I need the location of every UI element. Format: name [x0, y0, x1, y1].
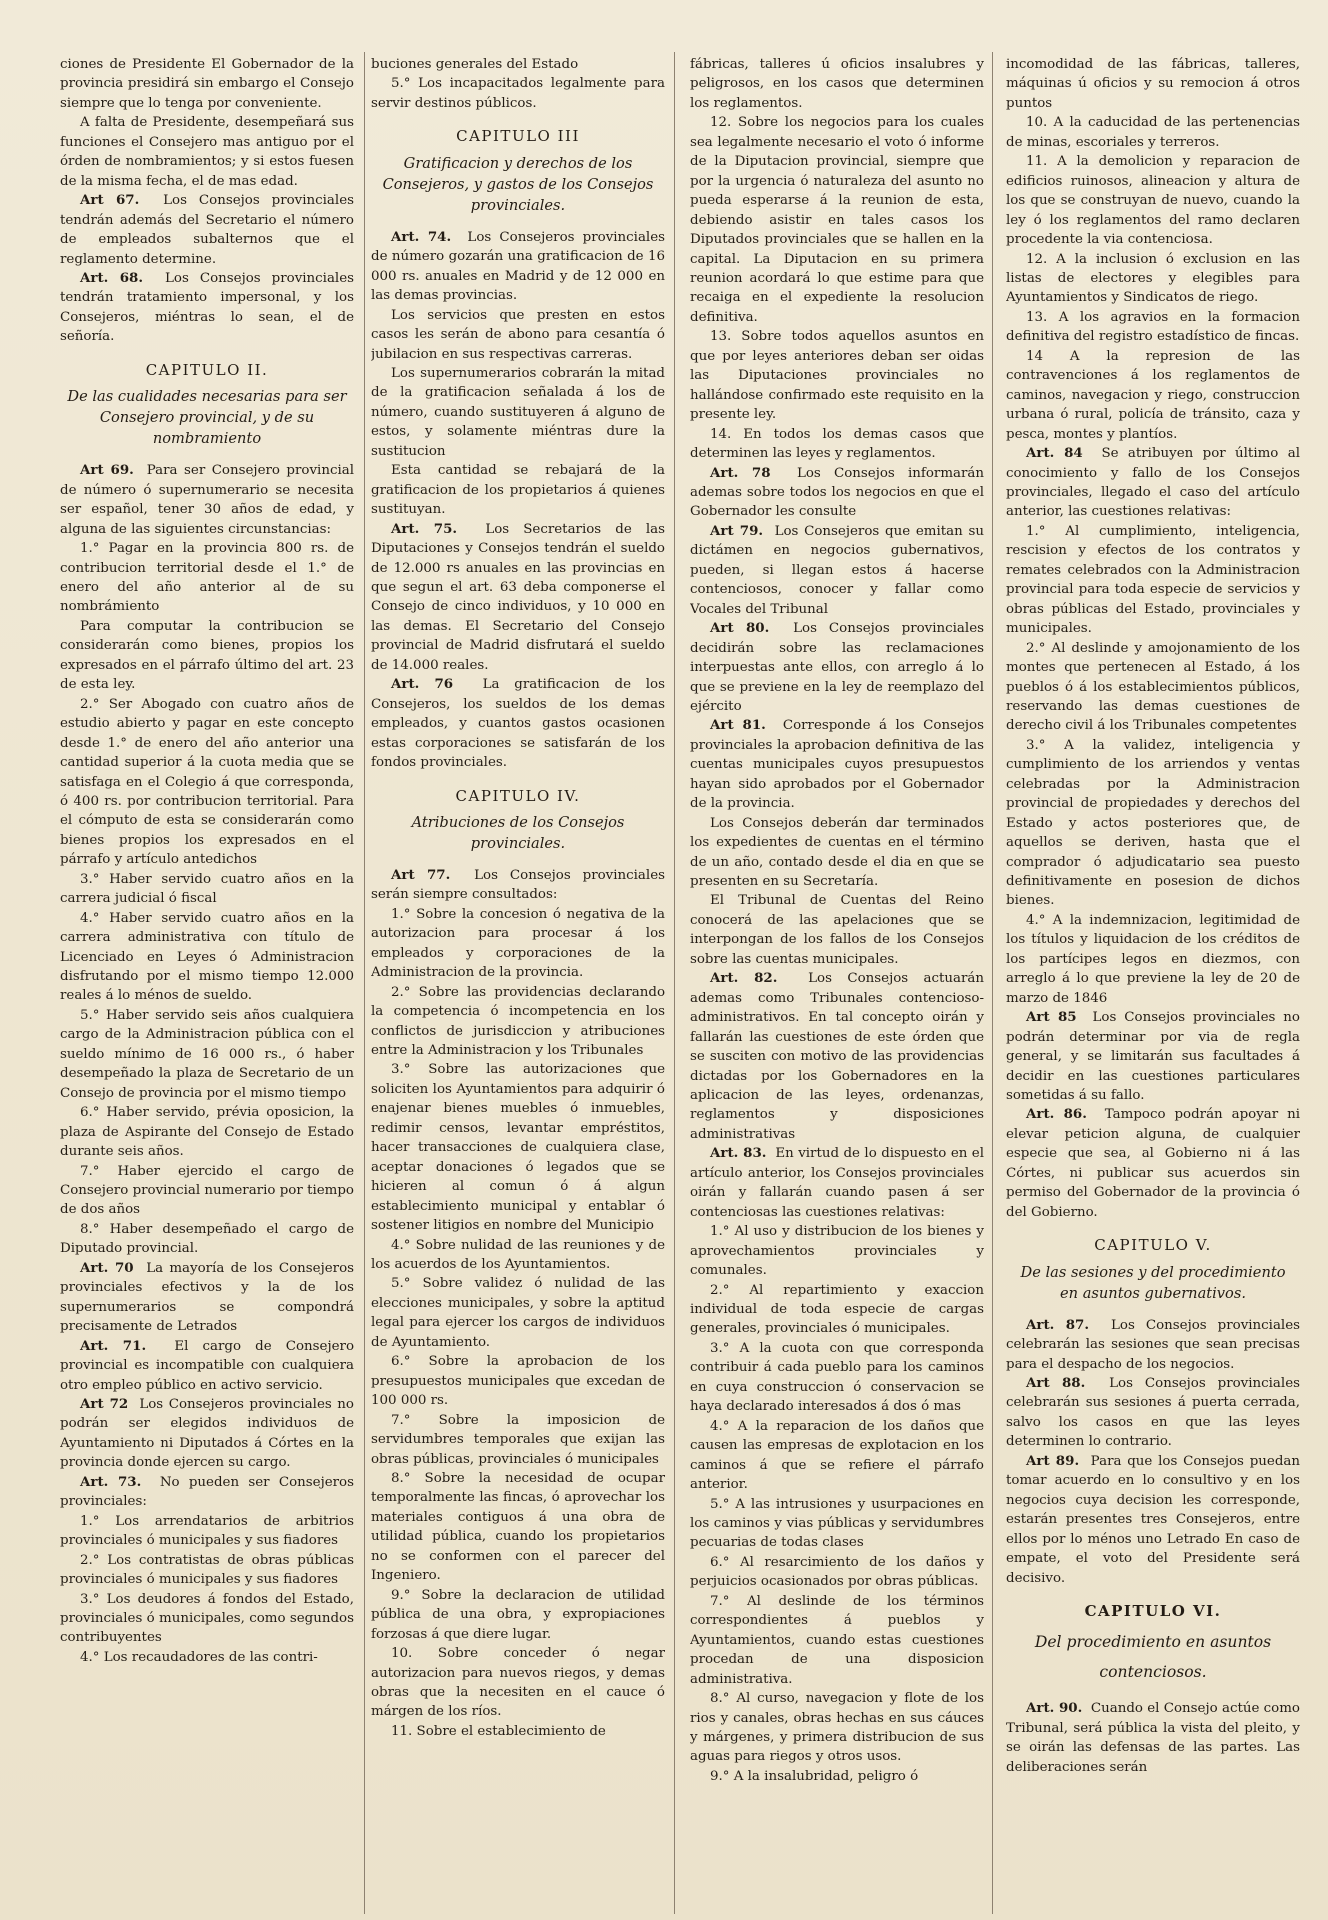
paragraph-text: Los Consejeros provinciales de número gozarán una gratificacion de 16 000 rs. anuales en Madrid y de 12 000 en las demas provincias. [371, 229, 665, 304]
paragraph: 5.° Haber servido seis años cualquiera cargo de la Administracion pública con el sueldo mínimo de 16 000 rs., ó haber desempeñado la plaza de Secretario de un Consejo de provincia por el mismo tiempo [60, 1007, 354, 1101]
paragraph: 3.° A la cuota con que corresponda contribuir á cada pueblo para los caminos en cuya construccion ó conservacion se haya declarado interesados á dos ó mas [690, 1340, 984, 1415]
paragraph: 6.° Sobre la aprobacion de los presupuestos municipales que excedan de 100 000 rs. [371, 1354, 665, 1409]
article-number: Art. 78 [710, 464, 771, 481]
paragraph: 14. En todos los demas casos que determinen las leyes y reglamentos. [690, 426, 984, 462]
text-column-1 [60, 55, 354, 1915]
paragraph-text: Los Consejos actuarán ademas como Tribunales contencioso-administrativos. En tal concepto oirán y fallarán las cuestiones de este órden que se susciten con motivo de las providencias dictadas por los Gobernadores en la aplicacion de las leyes, ordenanzas, reglamentos y disposiciones administrativas [690, 971, 984, 1142]
paragraph [1006, 1105, 1300, 1222]
paragraph: incomodidad de las fábricas, talleres, máquinas ú oficios y su remocion á otros puntos [1006, 57, 1300, 111]
article-number: Art 89. [1026, 1452, 1080, 1469]
spacer [771, 466, 797, 481]
paragraph [690, 716, 984, 813]
article-number: Art 81. [710, 717, 766, 734]
paragraph [690, 464, 984, 522]
paragraph: 2.° Ser Abogado con cuatro años de estudio abierto y pagar en este concepto desde 1.° de enero del año anterior una cantidad superior á la cuota media que se satisfaga en el Colegio á que corresponda, ó 400 rs. por contribucion territorial. Para el cómputo de esta se considerarán como bienes propios los expresados en el párrafo y artículo antedichos [60, 696, 354, 868]
paragraph-text: Los Consejos provinciales decidirán sobre las reclamaciones interpuestas ante ellos, con arreglo á lo que se previene en la ley de reemplazo del ejército [690, 621, 984, 714]
paragraph: 11. Sobre el establecimiento de [391, 1723, 606, 1739]
chapter-heading: CAPITULO III [456, 127, 580, 146]
chapter-heading: CAPITULO IV. [455, 786, 581, 805]
paragraph [371, 228, 665, 306]
paragraph-text: Para que los Consejos puedan tomar acuerdo en lo consultivo y en los negocios cuya decision les corresponde, estarán presentes tres Consejeros, entre ellos por lo ménos uno Letrado En caso de empate, el voto del Presidente será decisivo. [1006, 1453, 1300, 1586]
paragraph-text: Tampoco podrán apoyar ni elevar peticion alguna, de cualquier especie que sea, al Gobierno ni á las Córtes, ni publicar sus acuerdos sin permiso del Gobernador de la provincia ó del Gobierno. [1006, 1107, 1300, 1220]
spacer [451, 230, 467, 245]
article-number: Art. 84 [1026, 445, 1083, 462]
paragraph [60, 1337, 354, 1395]
paragraph [690, 522, 984, 619]
article-number: Art. 83. [710, 1145, 767, 1162]
paragraph: 3.° Haber servido cuatro años en la carrera judicial ó fiscal [60, 871, 354, 907]
article-number: Art 67. [80, 192, 140, 209]
paragraph: 8.° Haber desempeñado el cargo de Diputado provincial. [60, 1221, 354, 1257]
spacer [453, 677, 483, 692]
paragraph-text: Los Consejos provinciales serán siempre consultados: [371, 867, 665, 903]
article-number: Art. 70 [80, 1259, 134, 1276]
article-number: Art. 74. [391, 228, 452, 245]
paragraph: ciones de Presidente El Gobernador de la provincia presidirá sin embargo el Consejo siempre que lo tenga por conveniente. [60, 57, 354, 111]
paragraph: Para computar la contribucion se considerarán como bienes, propios los expresados en el párrafo último del art. 23 de esta ley. [60, 618, 354, 693]
paragraph: 5.° Sobre validez ó nulidad de las elecciones municipales, y sobre la aptitud legal para ejercer los cargos de individuos de Ayuntamiento. [371, 1276, 665, 1350]
spacer [450, 868, 474, 883]
paragraph-text: Cuando el Consejo actúe como Tribunal, será pública la vista del pleito, y se oirán las defensas de las partes. Las deliberaciones serán [1006, 1701, 1300, 1775]
spacer [457, 522, 485, 537]
paragraph: 1.° Sobre la concesion ó negativa de la autorizacion para procesar á los empleados y corporaciones de la Administracion de la provincia. [371, 906, 665, 981]
article-number: Art 79. [710, 522, 764, 539]
article-number: Art 88. [1026, 1375, 1086, 1391]
paragraph: 10. A la caducidad de las pertenencias de minas, escoriales y terreros. [1006, 115, 1300, 150]
paragraph: 2.° Los contratistas de obras públicas provinciales ó municipales y sus fiadores [60, 1552, 354, 1588]
column-divider [992, 52, 993, 1914]
paragraph [1006, 1699, 1300, 1777]
spacer [1079, 1454, 1091, 1469]
article-number: Art 77. [391, 866, 451, 883]
paragraph: 2.° Sobre las providencias declarando la competencia ó incompetencia en los conflictos de jurisdiccion y atribuciones entre la Administracion y los Tribunales [371, 984, 665, 1059]
chapter-heading: CAPITULO II. [145, 360, 269, 379]
article-number: Art. 71. [80, 1337, 147, 1354]
article-number: Art 69. [80, 462, 134, 479]
paragraph: 5.° A las intrusiones y usurpaciones en los caminos y vias públicas y servidumbres pecuarias de todas clases [690, 1496, 984, 1551]
paragraph: 3.° Sobre las autorizaciones que soliciten los Ayuntamientos para adquirir ó enajenar bienes muebles ó inmuebles, redimir censos, levantar empréstitos, hacer transacciones de cualquiera clase, aceptar donaciones ó legados que se hicieren al comun ó á algun establecimiento municipal y entablar ó sostener litigios en nombre del Municipio [371, 1062, 665, 1234]
paragraph [1006, 1374, 1300, 1452]
paragraph: 1.° Pagar en la provincia 800 rs. de contribucion territorial desde el 1.° de enero del año anterior al de su nombrámiento [60, 541, 354, 615]
spacer [141, 1475, 160, 1490]
chapter-subtitle: De las sesiones y del procedimiento en asuntos gubernativos. [1020, 1263, 1286, 1302]
paragraph: 4.° A la indemnizacion, legitimidad de los títulos y liquidacion de los créditos de los partícipes legos en diezmos, con arreglo á lo que previene la ley de 20 de marzo de 1846 [1006, 912, 1300, 1006]
spacer [763, 524, 774, 539]
paragraph-text: Los Consejos provinciales tendrán tratamiento impersonal, y los Consejeros, miéntras lo sean, el de señoría. [60, 270, 354, 345]
paragraph: 5.° Los incapacitados legalmente para servir destinos públicos. [371, 76, 665, 111]
paragraph-text: Los Consejos provinciales tendrán además del Secretario el número de empleados subalternos que el reglamento determine. [60, 193, 354, 267]
spacer [1082, 1701, 1091, 1716]
paragraph [690, 969, 984, 1144]
paragraph [690, 1144, 984, 1222]
article-number: Art. 82. [710, 970, 778, 987]
paragraph [60, 461, 354, 539]
article-number: Art 85 [1026, 1009, 1077, 1026]
paragraph-text: La mayoría de los Consejeros provinciales efectivos y la de los supernumerarios se compondrá precisamente de Letrados [60, 1260, 354, 1335]
paragraph [1006, 1452, 1300, 1588]
chapter-subtitle: Gratificacion y derechos de los Consejeros, y gastos de los Consejos provinciales. [382, 154, 654, 214]
paragraph: 3.° A la validez, inteligencia y cumplimiento de los arriendos y ventas celebradas por la Administracion provincial de propiedades y derechos del Estado y actos posteriores que, de aquellos se deriven, hasta que el comprador ó adjudicatario sea puesto definitivamente en posesion de dichos bienes. [1006, 737, 1300, 909]
chapter-subtitle: De las cualidades necesarias para ser Consejero provincial, y de su nombramiento [67, 388, 347, 448]
spacer [1077, 1010, 1093, 1025]
paragraph-text: El cargo de Consejero provincial es incompatible con cualquiera otro empleo público en activo servicio. [60, 1338, 354, 1393]
spacer [1087, 1107, 1105, 1122]
paragraph: Los servicios que presten en estos casos les serán de abono para cesantía ó jubilacion en sus respectivas carreras. [371, 307, 665, 362]
paragraph-text: Los Consejos provinciales celebrarán las sesiones que sean precisas para el despacho de los negocios. [1006, 1317, 1300, 1372]
paragraph-text: Para ser Consejero provincial de número ó supernumerario se necesita ser español, tener 30 años de edad, y alguna de las siguientes circunstancias: [60, 463, 354, 537]
spacer [143, 271, 165, 286]
article-number: Art 80. [710, 620, 770, 637]
paragraph: buciones generales del Estado [371, 57, 579, 72]
paragraph: 14 A la represion de las contravenciones á los reglamentos de caminos, navegacion y riego, construccion urbana ó rural, policía de tránsito, caza y pesca, montes y plantíos. [1006, 348, 1300, 442]
paragraph-text: Los Consejos provinciales celebrarán sus sesiones á puerta cerrada, salvo los casos en que las leyes determinen lo contrario. [1006, 1376, 1300, 1450]
paragraph [60, 1259, 354, 1337]
spacer [1083, 446, 1102, 461]
spacer [1085, 1376, 1109, 1391]
article-number: Art. 75. [391, 520, 458, 537]
paragraph: Esta cantidad se rebajará de la gratificacion de los propietarios á quienes sustituyan. [371, 463, 665, 518]
spacer [134, 1261, 147, 1276]
paragraph: 12. A la inclusion ó exclusion en las listas de electores y elegibles para Ayuntamientos y Sindicatos de riego. [1006, 251, 1300, 306]
paragraph: 7.° Sobre la imposicion de servidumbres temporales que exijan las obras públicas, provinciales ó municipales [371, 1412, 665, 1467]
text-column-2 [371, 55, 665, 1915]
paragraph-text: Los Consejos informarán ademas sobre todos los negocios en que el Gobernador les consulte [690, 465, 984, 520]
paragraph [60, 1395, 354, 1473]
spacer [134, 463, 147, 478]
paragraph [1006, 1316, 1300, 1374]
article-number: Art. 73. [80, 1473, 142, 1490]
spacer [769, 621, 793, 636]
paragraph-text: Los Secretarios de las Diputaciones y Consejos tendrán el sueldo de 12.000 rs anuales en las provincias en que segun el art. 63 deba componerse el Consejo de cinco individuos, y 10 000 en las demas. El Secretario del Consejo provincial de Madrid disfrutará el sueldo de 14.000 reales. [371, 521, 665, 673]
paragraph: Los Consejos deberán dar terminados los expedientes de cuentas en el término de un año, contado desde el dia en que se presenten en su Secretaría. [690, 815, 984, 890]
text-column-4 [1006, 55, 1300, 1915]
paragraph: 4.° Sobre nulidad de las reuniones y de los acuerdos de los Ayuntamientos. [371, 1237, 665, 1273]
paragraph: A falta de Presidente, desempeñará sus funciones el Consejero mas antiguo por el órden de nombramientos; y si estos fuesen de la misma fecha, el de mas edad. [60, 115, 354, 189]
article-number: Art. 76 [391, 676, 454, 693]
paragraph: 1.° Los arrendatarios de arbitrios provinciales ó municipales y sus fiadores [60, 1513, 354, 1549]
paragraph: fábricas, talleres ú oficios insalubres y peligrosos, en los casos que determinen los reglamentos. [690, 57, 984, 111]
spacer [128, 1397, 139, 1412]
paragraph: 11. A la demolicion y reparacion de edificios ruinosos, alineacion y altura de los que se construyan de nuevo, cuando la ley ó los reglamentos del ramo declaren procedente la via contenciosa. [1006, 154, 1300, 248]
paragraph-text: Los Consejeros provinciales no podrán ser elegidos individuos de Ayuntamiento ni Diputados á Córtes en la provincia donde ejercen su cargo. [60, 1397, 354, 1471]
paragraph: 4.° Haber servido cuatro años en la carrera administrativa con título de Licenciado en Leyes ó Administracion disfrutando por el mismo tiempo 12.000 reales á lo ménos de sueldo. [60, 910, 354, 1004]
paragraph: 13. A los agravios en la formacion definitiva del registro estadístico de fincas. [1006, 309, 1300, 345]
paragraph [371, 520, 665, 676]
paragraph: 6.° Haber servido, prévia oposicion, la plaza de Aspirante del Consejo de Estado durante seis años. [60, 1105, 354, 1160]
paragraph [371, 866, 665, 905]
paragraph: 9.° A la insalubridad, peligro ó [710, 1768, 919, 1784]
paragraph: 4.° Los recaudadores de las contri- [80, 1649, 318, 1665]
paragraph-text: Los Consejeros que emitan su dictámen en negocios gubernativos, pueden, si llegan estos á hacerse contenciosos, conocer y fallar como Vocales del Tribunal [690, 523, 984, 617]
paragraph: 10. Sobre conceder ó negar autorizacion para nuevos riegos, y demas obras que la necesiten en el cauce ó márgen de los ríos. [371, 1646, 665, 1720]
paragraph: 1.° Al uso y distribucion de los bienes y aprovechamientos provinciales y comunales. [690, 1224, 984, 1279]
paragraph-text: En virtud de lo dispuesto en el artículo anterior, los Consejos provinciales oirán y fallarán cuando pasen á ser contenciosas las cuestiones relativas: [690, 1146, 984, 1220]
paragraph [1006, 1008, 1300, 1105]
paragraph [60, 191, 354, 269]
paragraph: 7.° Haber ejercido el cargo de Consejero provincial numerario por tiempo de dos años [60, 1163, 354, 1218]
article-number: Art. 90. [1026, 1700, 1083, 1717]
spacer [766, 718, 783, 733]
paragraph: 1.° Al cumplimiento, inteligencia, rescision y efectos de los contratos y remates celebrados con la Administracion provincial para toda especie de servicios y obras públicas del Estado, provinciales y municipales. [1006, 523, 1300, 637]
column-divider [364, 52, 365, 1914]
column-divider [674, 52, 675, 1914]
paragraph-text: Los Consejos provinciales no podrán determinar por via de regla general, y se limitarán sus facultades á decidir en las cuestiones particulares sometidas á su fallo. [1006, 1010, 1300, 1104]
paragraph-text: Se atribuyen por último al conocimiento y fallo de los Consejos provinciales, llegado el caso del artículo anterior, las cuestiones relativas: [1006, 446, 1300, 520]
chapter-subtitle: Del procedimiento en asuntos contenciosos. [1034, 1633, 1272, 1682]
article-number: Art. 68. [80, 269, 143, 286]
paragraph: 8.° Al curso, navegacion y flote de los rios y canales, obras hechas en sus cáuces y márgenes, y primera distribucion de sus aguas para riegos y otros usos. [690, 1691, 984, 1765]
paragraph [371, 675, 665, 772]
text-column-3 [690, 55, 984, 1915]
spacer [139, 193, 163, 208]
spacer [146, 1339, 174, 1354]
paragraph-text: La gratificacion de los Consejeros, los sueldos de los demas empleados, y cuantos gastos ocasionen estas corporaciones se satisfarán de los fondos provinciales. [371, 677, 665, 771]
paragraph [690, 619, 984, 716]
paragraph [1006, 444, 1300, 522]
chapter-heading: CAPITULO VI. [1084, 1601, 1222, 1620]
article-number: Art 72 [80, 1396, 129, 1412]
paragraph: 7.° Al deslinde de los términos correspondientes á pueblos y Ayuntamientos, cuando estas cuestiones procedan de una disposicion administrativa. [690, 1593, 984, 1687]
paragraph-text: Corresponde á los Consejos provinciales la aprobacion definitiva de las cuentas municipales cuyos presupuestos hayan sido aprobados por el Gobernador de la provincia. [690, 718, 984, 812]
paragraph: 8.° Sobre la necesidad de ocupar temporalmente las fincas, ó aprovechar los materiales contiguos á una obra de utilidad pública, cuando los propietarios no se conformen con el parecer del Ingeniero. [371, 1471, 665, 1584]
paragraph [60, 269, 354, 347]
chapter-heading: CAPITULO V. [1094, 1236, 1212, 1255]
paragraph: 2.° Al deslinde y amojonamiento de los montes que pertenecen al Estado, á los pueblos ó á los establecimientos públicos, reservando las demas cuestiones de derecho civil á los Tribunales competentes [1006, 640, 1300, 734]
paragraph-text: No pueden ser Consejeros provinciales: [60, 1474, 354, 1510]
paragraph: Los supernumerarios cobrarán la mitad de la gratificacion señalada á los de número, cuando sustituyeren á alguno de estos, y solamente miéntras dure la sustitucion [371, 365, 665, 459]
article-number: Art. 87. [1026, 1316, 1089, 1333]
paragraph: 6.° Al resarcimiento de los daños y perjuicios ocasionados por obras públicas. [690, 1554, 984, 1590]
paragraph [60, 1473, 354, 1512]
chapter-subtitle: Atribuciones de los Consejos provinciales. [411, 813, 625, 852]
paragraph: 13. Sobre todos aquellos asuntos en que por leyes anteriores deban ser oidas las Diputaciones provinciales no hallándose confirmado este requisito en la presente ley. [690, 329, 984, 423]
spacer [1089, 1318, 1111, 1333]
article-number: Art. 86. [1026, 1106, 1087, 1123]
paragraph: 4.° A la reparacion de los daños que causen las empresas de explotacion en los caminos á que se refiere el párrafo anterior. [690, 1418, 984, 1493]
spacer [777, 971, 808, 986]
paragraph: El Tribunal de Cuentas del Reino conocerá de las apelaciones que se interpongan de los fallos de los Consejos sobre las cuentas municipales. [690, 893, 984, 967]
paragraph: 3.° Los deudores á fondos del Estado, provinciales ó municipales, como segundos contribuyentes [60, 1591, 354, 1646]
paragraph: 2.° Al repartimiento y exaccion individual de toda especie de cargas generales, provinciales ó municipales. [690, 1282, 984, 1337]
paragraph: 9.° Sobre la declaracion de utilidad pública de una obra, y expropiaciones forzosas á que diere lugar. [371, 1587, 665, 1642]
paragraph: 12. Sobre los negocios para los cuales sea legalmente necesario el voto ó informe de la Diputacion provincial, siempre que por la urgencia ó naturaleza del asunto no pueda esperarse á la reunion de esta, debiendo asistir en tales casos los Diputados provinciales que se hallen en la capital. La Diputacion en su primera reunion acordará lo que estime para que recaiga en el expediente la resolucion definitiva. [690, 115, 984, 325]
